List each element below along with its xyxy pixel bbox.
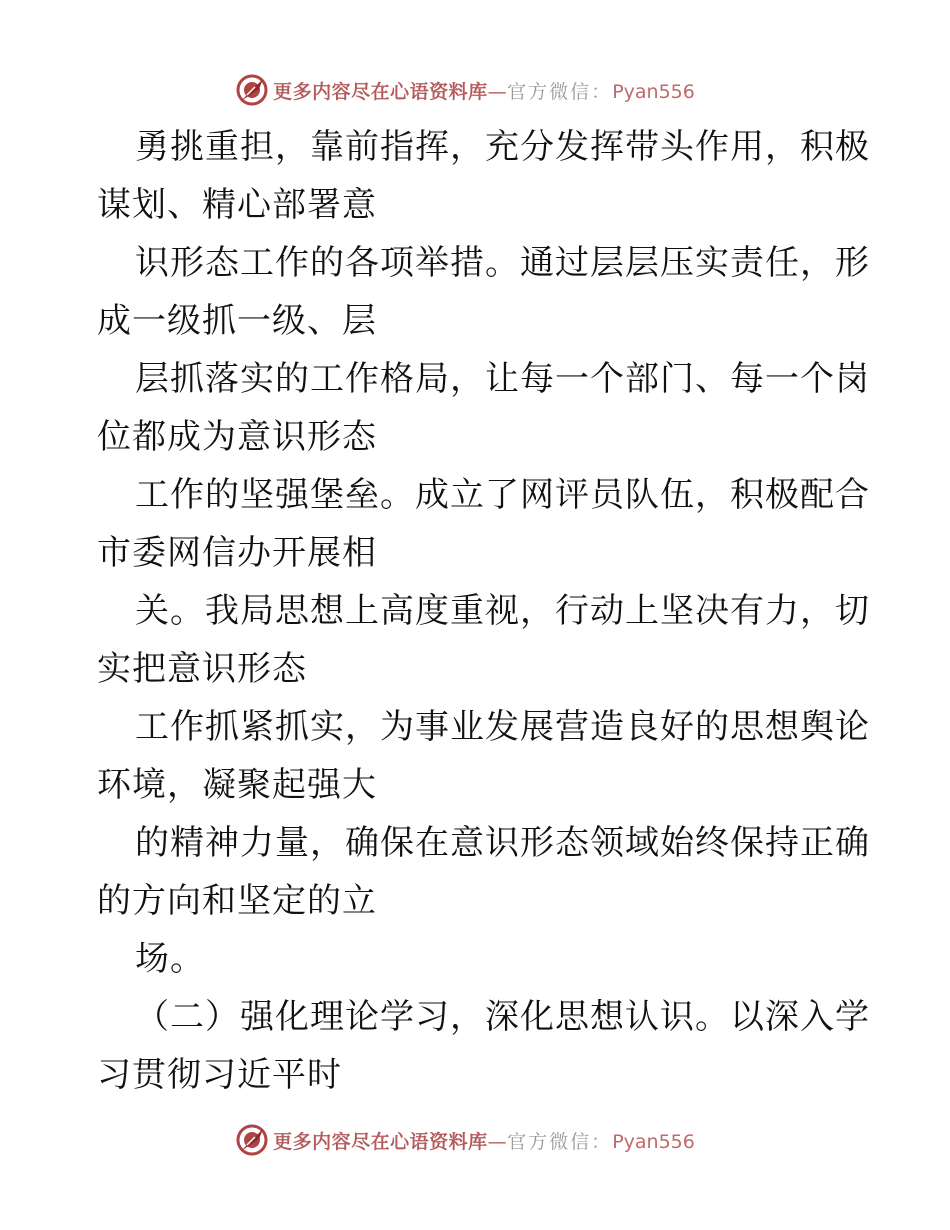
header-banner [0,70,950,110]
paragraph-line: 习贯彻习近平时 [97,1055,342,1095]
paragraph-line: （二）强化理论学习，深化思想认识。以深入学 [135,997,870,1037]
footer-banner [0,1120,950,1160]
paragraph-line: 工作的坚强堡垒。成立了网评员队伍，积极配合 [135,475,870,515]
header-wechat-id: Pyan556 [612,80,695,103]
header-banner-inner [235,73,695,107]
paragraph-line: 场。 [135,939,205,979]
paragraph-line: 勇挑重担，靠前指挥，充分发挥带头作用，积极 [135,127,870,167]
paragraph-line: 环境，凝聚起强大 [97,765,377,805]
header-dash: — [487,80,508,103]
paragraph-line: 市委网信办开展相 [97,533,377,573]
footer-site-text: 更多内容尽在心语资料库 [273,1130,488,1153]
paragraph-line: 谋划、精心部署意 [97,185,377,225]
footer-wechat-id: Pyan556 [612,1130,695,1153]
paragraph-line: 工作抓紧抓实，为事业发展营造良好的思想舆论 [135,707,870,747]
paragraph-line: 位都成为意识形态 [97,417,377,457]
footer-official-text: 官方微信： [507,1130,613,1153]
paragraph-line: 的精神力量，确保在意识形态领域始终保持正确 [135,823,870,863]
header-official-text: 官方微信： [507,80,613,103]
header-site-text: 更多内容尽在心语资料库 [273,80,488,103]
paragraph-line: 识形态工作的各项举措。通过层层压实责任，形 [135,243,870,283]
footer-dash: — [487,1130,508,1153]
document-body [97,118,870,1104]
quill-logo-icon [235,1123,269,1157]
header-banner-text [273,77,695,104]
quill-logo-icon [235,73,269,107]
paragraph-line: 实把意识形态 [97,649,307,689]
paragraph-line: 的方向和坚定的立 [97,881,377,921]
paragraph-line: 关。我局思想上高度重视，行动上坚决有力，切 [135,591,870,631]
footer-banner-text [273,1127,695,1154]
paragraph-line: 层抓落实的工作格局，让每一个部门、每一个岗 [135,359,870,399]
paragraph-line: 成一级抓一级、层 [97,301,377,341]
footer-banner-inner [235,1123,695,1157]
